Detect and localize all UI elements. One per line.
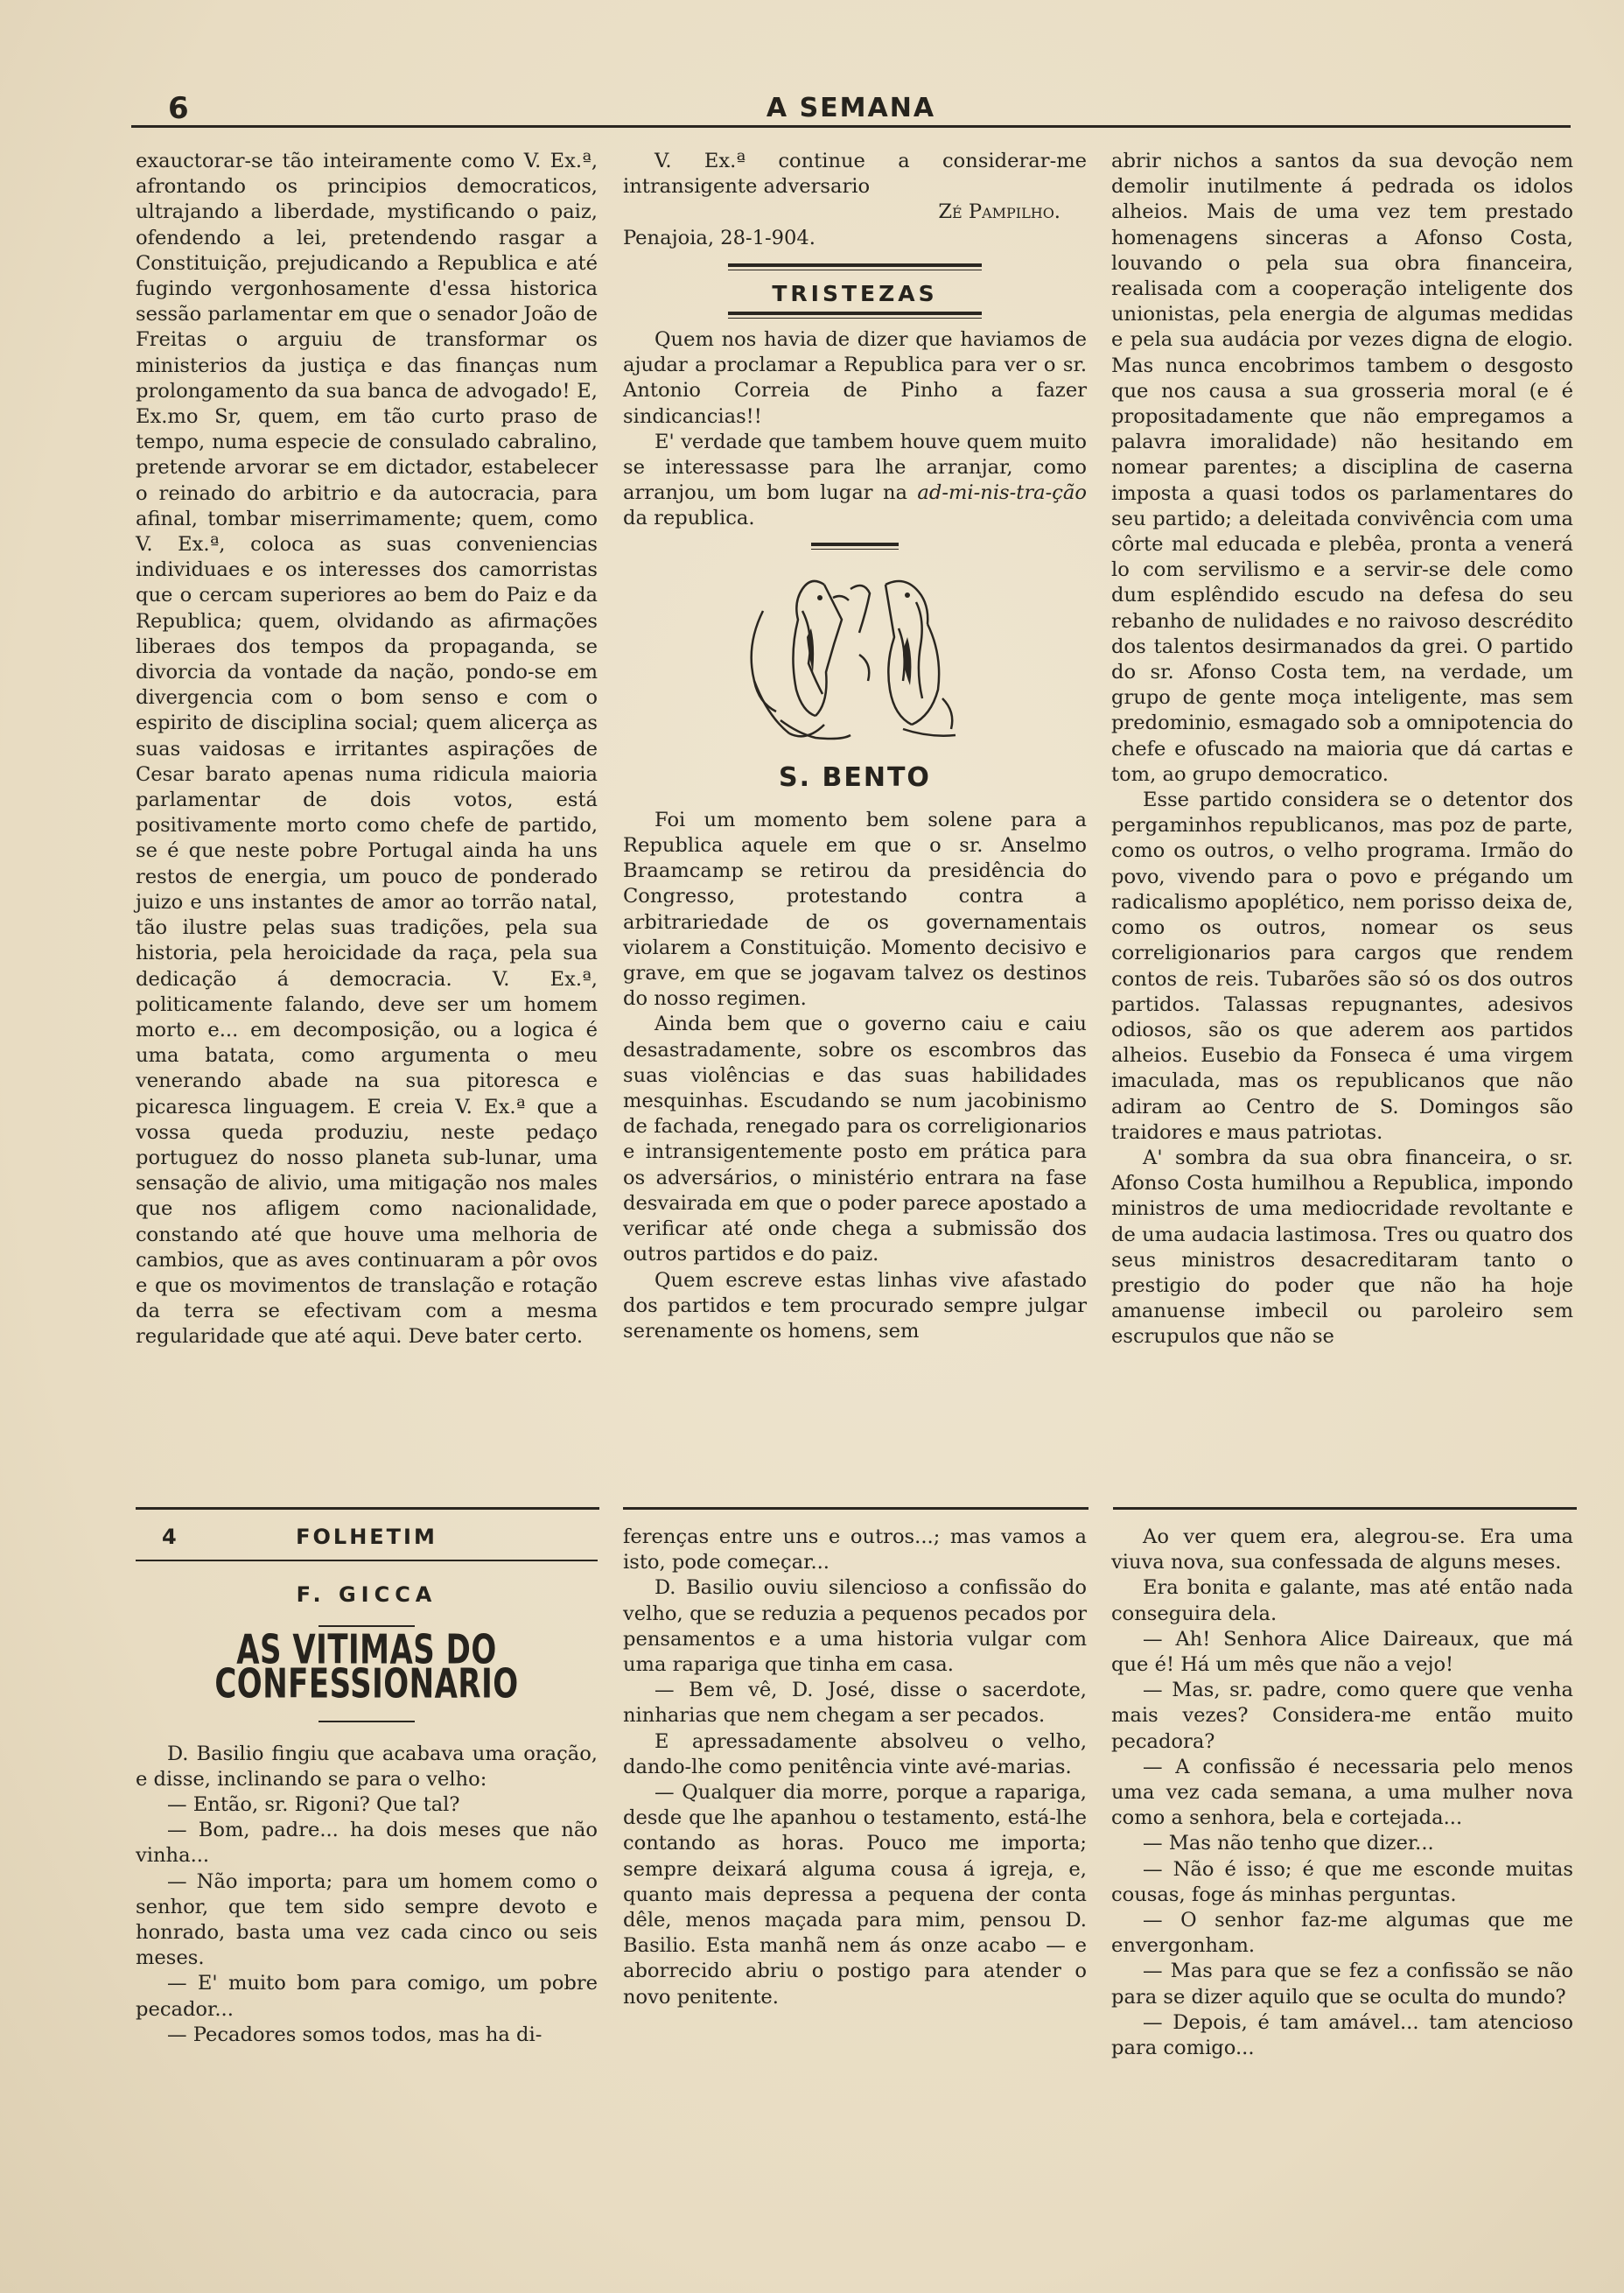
folhetim-paragraph: — Ah! Senhora Alice Daireaux, que má que é! Há um mês que não a vejo! <box>1111 1627 1573 1677</box>
letter-signature: Zé Pampilho. <box>938 200 1060 224</box>
folhetim-col1 <box>136 1525 598 2048</box>
folhetim-paragraph: — A confissão é necessaria pelo menos uma vez cada semana, a uma mulher nova como a senhora, bela e cortejada... <box>1111 1755 1573 1830</box>
folhetim-paragraph: — Bem vê, D. José, disse o sacerdote, ninharias que nem chegam a ser pecados. <box>623 1679 1087 1728</box>
tristezas-paragraph: E' verdade que tambem houve quem muito se interessasse para lhe arranjar, como arranjou, um bom lugar na ad-mi-nis-tra-ção da republica. <box>623 430 1087 530</box>
folhetim-paragraph: D. Basilio ouviu silencioso a confissão do velho, que se reduzia a pequenos pecados por pensamentos e a uma historia vulgar com uma rapariga que tinha em casa. <box>623 1576 1087 1677</box>
sbento-paragraph: abrir nichos a santos da sua devoção nem demolir inutilmente á pedrada os idolos alheios. Mais de uma vez tem prestado homenagens sinceras a Afonso Costa, louvando o pela sua obra financeira, realisada com a cooperação inteligente dos unionistas, pela energia de algumas medidas e pela sua audácia por vezes digna de elogio. Mas nunca encobrimos tambem o desgosto que nos causa a sua grosseria moral (e é propositadamente que não empregamos a palavra imoralidade) não hesitando em nomear parentes; a disciplina de caserna imposta a quasi todos os parlamentares do seu partido; a deleitada convivência com uma côrte mal educada e plebêa, pronta a venerá lo com servilismo e a servir-se dele como dum esplêndido escudo na defesa do seu rebanho de nulidades e no raivoso descrédito dos talentos desirmanados da grei. O partido do sr. Afonso Costa tem, na verdade, um grupo de gente moça inteligente, mas sem predominio, esmagado sob a omnipotencia do chefe e ofuscado na maioria que dá cartas e tom, ao grupo democratico. <box>1111 150 1573 786</box>
sbento-paragraph: Ainda bem que o governo caiu e caiu desastradamente, sobre os escombros das suas violências e das suas habilidades mesquinhas. Escudando se num jacobinismo de fachada, renegado para os correligionarios e intransigentemente posto em prática para os adversários, o ministério entrara na fase desvairada em que o poder parece apostado a verificar até onde chega a submissão dos outros partidos e do paiz. <box>623 1013 1087 1266</box>
folhetim-paragraph: — E' muito bom para comigo, um pobre pecador... <box>136 1972 598 2021</box>
folhetim-paragraph: — Mas para que se fez a confissão se não para se dizer aquilo que se oculta do mundo? <box>1111 1960 1573 2009</box>
folhetim-paragraph: — Mas, sr. padre, como quere que venha mais vezes? Considera-me então muito pecadora? <box>1111 1679 1573 1753</box>
header-rule <box>131 125 1571 128</box>
page-number: 6 <box>168 91 189 126</box>
folhetim-paragraph: — Não é isso; é que me esconde muitas cousas, foge ás minhas perguntas. <box>1111 1857 1573 1906</box>
article-paragraph: exauctorar-se tão inteiramente como V. Ex.ª, afrontando os principios democraticos, ultrajando a liberdade, mystificando o paiz, ofendendo a lei, pretendendo rasgar a Constituição, prejudicando a Republica e até fugindo vergonhosamente d'essa historica sessão parlamentar em que o senador João de Freitas o arguiu de transformar os ministerios da justiça e das finanças num prolongamento da sua banca de advogado! E, Ex.mo Sr, quem, em tão curto praso de tempo, numa especie de consulado cabralino, pretende arvorar se em dictador, estabelecer o reinado do arbitrio e da autocracia, para afinal, tombar miserrimamente; quem, como V. Ex.ª, coloca as suas conveniencias individuaes e os interesses dos camorristas que o cercam superiores ao bem do Paiz e da Republica; quem, olvidando as afirmações liberaes dos tempos da propaganda, se divorcia da vontade da nação, pondo-se em divergencia com o bom senso e com o espirito de disciplina social; quem alicerça as suas vaidosas e irritantes aspirações de Cesar barato apenas numa ridicula maioria parlamentar de dois votos, está positivamente morto como chefe de partido, se é que neste pobre Portugal ainda ha uns restos de energia, um pouco de ponderado juizo e uns instantes de amor ao torrão natal, tão ilustre pelas suas tradições, pela sua historia, pela heroicidade da raça, pela sua dedicação á democracia. V. Ex.ª, politicamente falando, deve ser um homem morto e... em decomposição, ou a logica é uma batata, como argumenta o meu venerando abade na sua pitoresca e picaresca linguagem. E creia V. Ex.ª que a vossa queda produziu, neste pedaço portuguez do nosso planeta sub-lunar, uma sensação de alivio, uma mitigação nos males que nos afligem como nacionalidade, constando até que houve uma melhoria de cambios, que as aves continuaram a pôr ovos e que os movimentos de translação e rotação da terra se efectivam com a mesma regularidade que até aqui. Deve bater certo. <box>136 150 598 1349</box>
folhetim-header <box>136 1525 598 1554</box>
folhetim-paragraph: — Mas não tenho que dizer... <box>1143 1832 1434 1855</box>
folhetim-top-rule <box>136 1507 599 1510</box>
folhetim-paragraph: E apressadamente absolveu o velho, dando-lhe como penitência vinte avé-marias. <box>623 1729 1087 1778</box>
folhetim-paragraph: — Pecadores somos todos, mas ha di- <box>167 2023 542 2046</box>
publication-title: A SEMANA <box>766 93 936 123</box>
folhetim-author: F. GICCA <box>296 1582 438 1607</box>
folhetim-paragraph: — Qualquer dia morre, porque a rapariga, desde que lhe apanhou o testamento, está-lhe contando as horas. Pouco me importa; sempre deixará alguma cousa á igreja, e, quanto mais depressa a pequena der conta dêle, menos maçada para mim, pensou D. Basilio. Esta manhã nem ás onze acabo — e aborrecido abriu o postigo para atender o novo penitente. <box>623 1781 1087 2009</box>
page-header <box>131 89 1571 126</box>
folhetim-paragraph: — Depois, é tam amável... tam atencioso para comigo... <box>1111 2010 1573 2060</box>
folhetim-paragraph: Era bonita e galante, mas até então nada conseguira dela. <box>1111 1576 1573 1625</box>
folhetim-paragraph: D. Basilio fingiu que acabava uma oração, e disse, inclinando se para o velho: <box>136 1742 598 1791</box>
section-rule <box>728 263 982 270</box>
folhetim-title: AS VITIMAS DO CONFESSIONARIO <box>214 1626 519 1709</box>
tristezas-title: TRISTEZAS <box>772 280 938 306</box>
col2 <box>623 149 1087 1344</box>
folhetim-paragraph: ferenças entre uns e outros...; mas vamos a isto, pode começar... <box>623 1525 1087 1574</box>
article-continuation-col1 <box>136 149 598 1350</box>
folhetim-paragraph: — Então, sr. Rigoni? Que tal? <box>167 1793 460 1817</box>
folhetim-label: FOLHETIM <box>296 1525 438 1549</box>
folhetim-paragraph: Ao ver quem era, alegrou-se. Era uma viuva nova, sua confessada de alguns meses. <box>1111 1525 1573 1574</box>
folhetim-paragraph: — Bom, padre... ha dois meses que não vinha... <box>136 1819 598 1868</box>
folhetim-rule <box>318 1721 415 1722</box>
sbento-title: S. BENTO <box>779 761 931 793</box>
folhetim-col3 <box>1111 1525 1573 2061</box>
folhetim-paragraph: — O senhor faz-me algumas que me envergonham. <box>1111 1909 1573 1958</box>
folhetim-rule <box>136 1560 598 1561</box>
section-rule <box>728 312 982 319</box>
sbento-paragraph: A' sombra da sua obra financeira, o sr. Afonso Costa humilhou a Republica, impondo ministros de uma mediocridade revoltante e de uma audacia lastimosa. Tres ou quatro dos seus ministros desacreditaram tanto o prestigio do poder que não ha hoje amanuense imbecil ou paroleiro sem escrupulos que não se <box>1111 1146 1573 1349</box>
sbento-paragraph: Esse partido considera se o detentor dos pergaminhos republicanos, mas poz de parte, como os outros, o velho programa. Irmão do povo, vivendo para o povo e prégando um radicalismo apoplético, nem porisso deixa de, como os outros, nomear os seus correligionarios para cargos que rendem contos de reis. Tubarões são só os dos outros partidos. Talassas repugnantes, adesivos odiosos, são os que aderem aos partidos alheios. Eusebio da Fonseca é uma virgem imaculada, mas os republicanos que não adiram ao Centro de S. Domingos são traidores e maus patriotas. <box>1111 789 1573 1144</box>
letter-closing: V. Ex.ª continue a considerar-me intransigente adversario <box>623 150 1087 199</box>
section-rule <box>811 543 899 550</box>
folhetim-top-rule <box>623 1507 1088 1510</box>
birds-illustration <box>728 550 982 751</box>
sbento-paragraph: Quem escreve estas linhas vive afastado dos partidos e tem procurado sempre julgar serenamente os homens, sem <box>623 1268 1087 1343</box>
folhetim-col2 <box>623 1525 1087 2010</box>
folhetim-number: 4 <box>162 1525 179 1549</box>
letter-dateline: Penajoia, 28-1-904. <box>623 226 816 249</box>
tristezas-paragraph: Quem nos havia de dizer que haviamos de ajudar a proclamar a Republica para ver o sr. Antonio Correia de Pinho a fazer sindicancias!! <box>623 328 1087 428</box>
sbento-paragraph: Foi um momento bem solene para a Republica aquele em que o sr. Anselmo Braamcamp se retirou da presidência do Congresso, protestando contra a arbitrariedade de os governamentais violarem a Constituição. Momento decisivo e grave, em que se jogavam talvez os destinos do nosso regimen. <box>623 808 1087 1011</box>
folhetim-paragraph: — Não importa; para um homem como o senhor, que tem sido sempre devoto e honrado, basta uma vez cada cinco ou seis meses. <box>136 1869 598 1970</box>
folhetim-top-rule <box>1113 1507 1577 1510</box>
col3 <box>1111 149 1573 1350</box>
